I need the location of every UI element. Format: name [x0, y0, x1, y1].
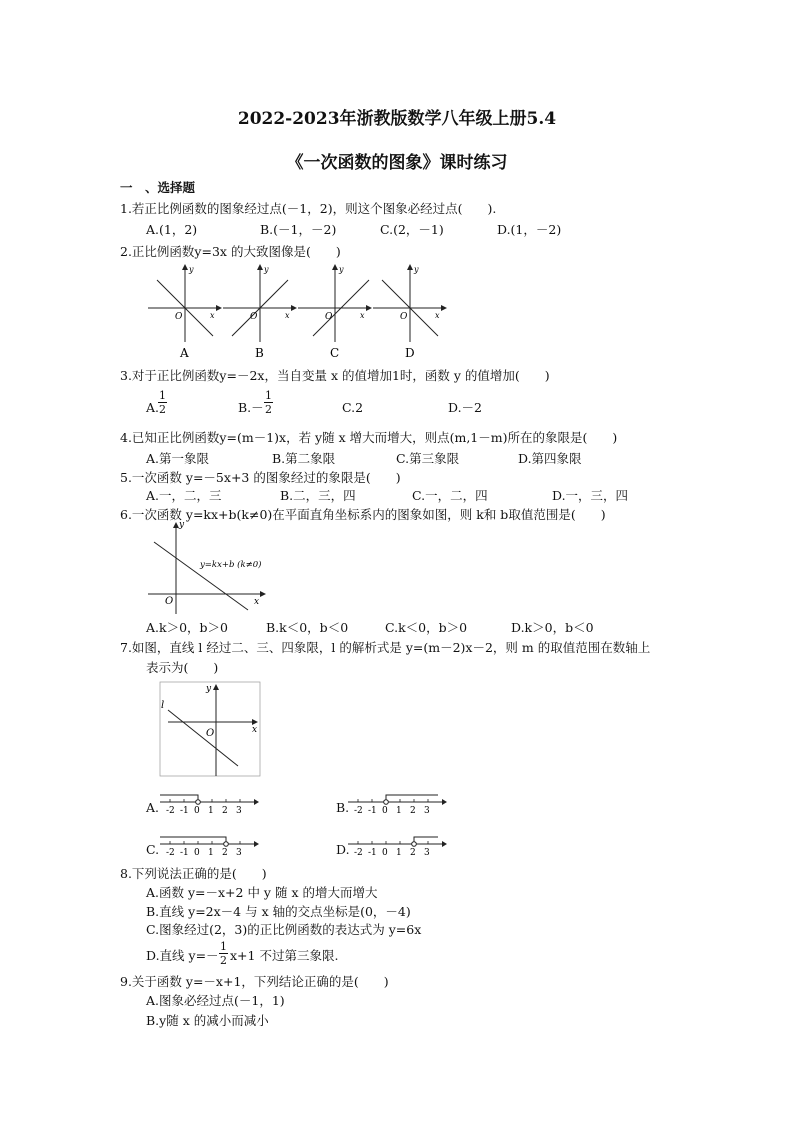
q2-option-label: B	[255, 346, 264, 360]
svg-text:O: O	[325, 312, 333, 322]
q7-option-d-label: D.	[336, 842, 350, 857]
fraction-denominator: 2	[159, 403, 166, 416]
tick-label: 1	[396, 806, 402, 816]
q3-option-d: D.－2	[448, 400, 483, 415]
function-label: y=kx+b (k≠0)	[200, 560, 262, 570]
tick-label: 1	[396, 848, 402, 858]
svg-text:O: O	[400, 312, 408, 322]
tick-label: 0	[382, 848, 388, 858]
q4-option-d: D.第四象限	[518, 451, 582, 466]
q7-option-c-label: C.	[146, 842, 160, 857]
tick-label: -1	[180, 806, 189, 816]
q2-graph-c	[298, 264, 372, 360]
svg-text:O: O	[250, 312, 258, 322]
q2-graphs	[148, 264, 448, 360]
q8-option-b: B.直线 y=2x－4 与 x 轴的交点坐标是(0，－4)	[146, 904, 411, 919]
tick-label: 3	[424, 848, 430, 858]
tick-label: -1	[368, 806, 377, 816]
fraction-numerator: 1	[159, 389, 166, 402]
svg-text:x: x	[435, 311, 440, 320]
svg-text:y: y	[339, 265, 344, 274]
q3-option-a-fraction	[158, 389, 167, 416]
section-heading: 一 、选择题	[120, 180, 196, 195]
origin-label: O	[165, 596, 174, 607]
q8-option-a: A.函数 y=－x+2 中 y 随 x 的增大而增大	[146, 885, 378, 900]
q2-graph-b	[223, 264, 297, 360]
svg-text:x: x	[210, 311, 215, 320]
q4-stem: 4.已知正比例函数y=(m－1)x，若 y随 x 增大而增大，则点(m,1－m)所在的象限是( )	[120, 430, 618, 445]
svg-text:y: y	[264, 265, 269, 274]
q8-stem: 8.下列说法正确的是( )	[120, 866, 267, 881]
svg-text:x: x	[252, 725, 258, 735]
tick-label: 2	[222, 806, 228, 816]
tick-label: -1	[368, 848, 377, 858]
q5-stem: 5.一次函数 y=－5x+3 的图象经过的象限是( )	[120, 470, 401, 485]
tick-label: 1	[208, 806, 214, 816]
q6-graph	[148, 522, 268, 614]
svg-text:O: O	[175, 312, 183, 322]
tick-label: -2	[166, 806, 175, 816]
q4-option-b: B.第二象限	[272, 451, 336, 466]
q6-option-a: A.k＞0，b＞0	[146, 620, 228, 635]
q6-stem: 6.一次函数 y=kx+b(k≠0)在平面直角坐标系内的图象如图，则 k和 b取值范围是( )	[120, 507, 606, 522]
tick-label: 3	[236, 806, 242, 816]
line-l-label: l	[161, 700, 165, 711]
fraction-denominator: 2	[265, 403, 272, 416]
q5-option-d: D.一，三，四	[552, 488, 629, 503]
line-l	[168, 710, 238, 766]
q7-numberline-c	[160, 834, 260, 858]
q5-option-b: B.二，三，四	[280, 488, 356, 503]
fraction-numerator: 1	[265, 389, 272, 402]
q2-option-label: C	[330, 346, 340, 360]
svg-text:O: O	[206, 728, 215, 739]
page-subtitle: 《一次函数的图象》课时练习	[286, 153, 508, 173]
q8-option-d-prefix: D.直线 y=－	[146, 948, 219, 963]
x-axis-arrow	[260, 591, 266, 597]
tick-label: 0	[382, 806, 388, 816]
q6-option-d: D.k＞0，b＜0	[511, 620, 594, 635]
q3-option-b-prefix: B.－	[238, 400, 264, 415]
tick-label: 2	[410, 848, 416, 858]
svg-text:y: y	[414, 265, 419, 274]
svg-text:x: x	[285, 311, 290, 320]
q7-option-a-label: A.	[146, 800, 160, 815]
x-axis-label: x	[254, 597, 260, 607]
q1-option-a: A.(1，2)	[146, 222, 198, 237]
tick-label: -2	[354, 806, 363, 816]
q3-option-b-fraction	[264, 389, 273, 416]
q7-stem: 7.如图，直线 l 经过二、三、四象限，l 的解析式是 y=(m－2)x－2，则 m 的取值范围在数轴上	[120, 640, 651, 655]
q2-graph-a	[148, 264, 222, 360]
svg-text:x: x	[360, 311, 365, 320]
tick-label: 2	[222, 848, 228, 858]
q4-option-a: A.第一象限	[146, 451, 210, 466]
q3-option-a-prefix: A.	[146, 400, 160, 415]
q9-stem: 9.关于函数 y=－x+1，下列结论正确的是( )	[120, 974, 389, 989]
tick-label: -2	[166, 848, 175, 858]
page-title: 2022-2023年浙教版数学八年级上册5.4	[237, 109, 557, 129]
q2-stem: 2.正比例函数y=3x 的大致图像是( )	[120, 244, 341, 259]
q1-option-c: C.(2，－1)	[380, 222, 444, 237]
q2-graph-d	[373, 264, 447, 360]
svg-text:y: y	[206, 684, 212, 694]
q5-option-a: A.一，二，三	[146, 488, 222, 503]
tick-label: 0	[194, 806, 200, 816]
q9-option-b: B.y随 x 的减小而减小	[146, 1013, 269, 1028]
tick-label: 3	[424, 806, 430, 816]
fraction-denominator: 2	[220, 954, 227, 967]
q7-graph	[160, 682, 262, 778]
q4-option-c: C.第三象限	[396, 451, 460, 466]
svg-text:y: y	[189, 265, 194, 274]
fraction-numerator: 1	[220, 940, 227, 953]
q5-option-c: C.一，二，四	[412, 488, 488, 503]
q8-option-d-fraction	[219, 940, 228, 967]
q7-numberline-d	[348, 834, 448, 858]
tick-label: 0	[194, 848, 200, 858]
q3-stem: 3.对于正比例函数y=－2x，当自变量 x 的值增加1时，函数 y 的值增加( )	[120, 368, 550, 383]
q2-option-label: D	[405, 346, 415, 360]
q9-option-a: A.图象必经过点(－1，1)	[146, 993, 285, 1008]
q7-option-b-label: B.	[336, 800, 350, 815]
y-axis-arrow	[213, 684, 219, 690]
q6-option-c: C.k＜0，b＞0	[385, 620, 468, 635]
tick-label: -2	[354, 848, 363, 858]
tick-label: 3	[236, 848, 242, 858]
q1-option-d: D.(1，－2)	[497, 222, 562, 237]
tick-label: -1	[180, 848, 189, 858]
y-axis-label: y	[179, 520, 185, 530]
tick-label: 2	[410, 806, 416, 816]
q6-option-b: B.k＜0，b＜0	[266, 620, 349, 635]
q7-numberline-a	[160, 792, 260, 816]
q1-stem: 1.若正比例函数的图象经过点(－1，2)，则这个图象必经过点( ).	[120, 201, 497, 216]
q3-option-c: C.2	[342, 400, 364, 415]
q1-option-b: B.(－1，－2)	[260, 222, 337, 237]
q8-option-d-suffix: x+1 不过第三象限.	[230, 948, 339, 963]
q7-stem-line2: 表示为( )	[146, 660, 219, 675]
q7-numberline-b	[348, 792, 448, 816]
q8-option-c: C.图象经过(2，3)的正比例函数的表达式为 y=6x	[146, 922, 422, 937]
tick-label: 1	[208, 848, 214, 858]
q2-option-label: A	[180, 346, 189, 360]
